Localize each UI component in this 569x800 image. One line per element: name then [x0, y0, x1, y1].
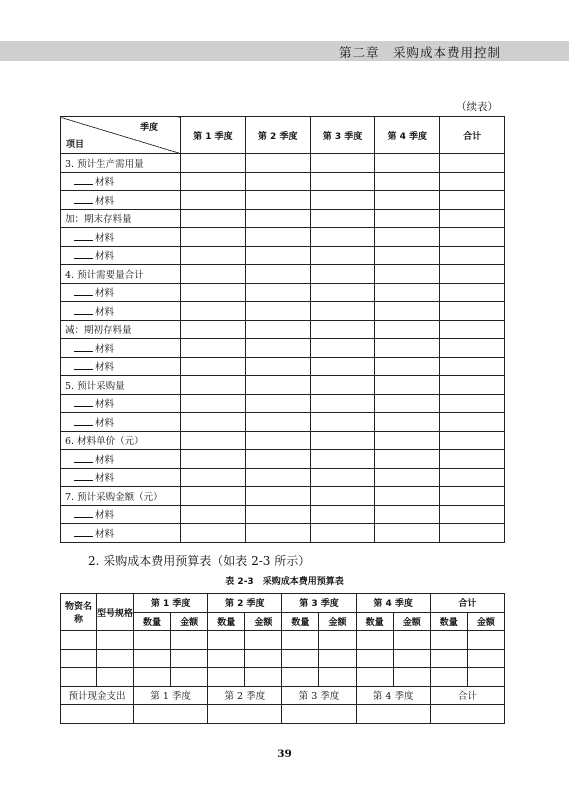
table-cell: [467, 631, 504, 650]
fill-in-blank: [74, 527, 93, 537]
table-cell: [440, 191, 505, 210]
table-row: [61, 339, 505, 358]
table-cell: [375, 431, 440, 450]
row-label-text: 材料: [95, 510, 115, 522]
table-cell: [440, 154, 505, 173]
table-cell: [467, 668, 504, 687]
table-row: [61, 394, 505, 413]
row-label: 减：期初存料量: [61, 320, 181, 339]
table-cell: [310, 413, 375, 432]
fill-in-blank: [74, 416, 93, 426]
row-label-text: 材料: [95, 362, 115, 374]
material-row-label: [61, 413, 181, 432]
chapter-title: 第二章 采购成本费用控制: [338, 45, 501, 60]
table-cell: [181, 524, 246, 543]
table-cell: [310, 320, 375, 339]
column-header-spec: 型号规格: [97, 594, 134, 631]
table-cell: [310, 376, 375, 395]
table-cell: [245, 505, 310, 524]
cash-expense-quarter-header: 第 1 季度: [134, 686, 208, 705]
material-row-label: [61, 283, 181, 302]
amount-header: 金额: [171, 612, 208, 631]
column-header-q4: 第 4 季度: [356, 594, 430, 613]
table-cell: [375, 246, 440, 265]
table-cell: [440, 172, 505, 191]
table-cell: [310, 191, 375, 210]
table-cell: [375, 209, 440, 228]
table-cell: [181, 394, 246, 413]
table-cell: [440, 357, 505, 376]
table-cell: [181, 487, 246, 506]
table-cell: [245, 413, 310, 432]
quantity-header: 数量: [430, 612, 467, 631]
table-row: [61, 487, 505, 506]
table-cell: [181, 357, 246, 376]
table-cell: [375, 376, 440, 395]
table-cell: [375, 450, 440, 469]
table-cell: [310, 450, 375, 469]
table-cell: [310, 283, 375, 302]
table-cell: [393, 631, 430, 650]
table-cell: [245, 339, 310, 358]
row-label: 加：期末存料量: [61, 209, 181, 228]
table-row: [61, 172, 505, 191]
table-cell: [430, 649, 467, 668]
table-cell: [61, 668, 97, 687]
column-header-q3: 第 3 季度: [282, 594, 356, 613]
table-cell: [375, 357, 440, 376]
table-cell: [440, 265, 505, 284]
material-row-label: [61, 394, 181, 413]
table-cell: [181, 505, 246, 524]
table-cell: [430, 668, 467, 687]
cash-expense-quarter-header: 第 3 季度: [282, 686, 356, 705]
column-header-q4: 第 4 季度: [375, 117, 440, 154]
amount-header: 金额: [245, 612, 282, 631]
table-cell: [97, 631, 134, 650]
table-row: [61, 302, 505, 321]
continued-label: （续表）: [456, 101, 498, 113]
cash-expense-quarter-header: 合计: [430, 686, 504, 705]
cash-expense-quarter-header: 第 4 季度: [356, 686, 430, 705]
row-label-text: 材料: [95, 528, 115, 540]
table-row: [61, 431, 505, 450]
table-cell: [375, 154, 440, 173]
table-cell: [245, 450, 310, 469]
table-cell: [282, 668, 319, 687]
material-row-label: [61, 228, 181, 247]
table-row: [61, 265, 505, 284]
table-cell: [181, 450, 246, 469]
table-cell: [181, 209, 246, 228]
row-label-text: 材料: [95, 251, 115, 263]
fill-in-blank: [74, 231, 93, 241]
table-cell: [310, 468, 375, 487]
table-cell: [245, 172, 310, 191]
table-cell: [375, 339, 440, 358]
table-cell: [440, 413, 505, 432]
table-cell: [356, 668, 393, 687]
material-row-label: [61, 246, 181, 265]
table-cell: [245, 487, 310, 506]
table-cell: [245, 468, 310, 487]
table-cell: [181, 265, 246, 284]
table-cell: [440, 376, 505, 395]
fill-in-blank: [74, 508, 93, 518]
table-cell: [181, 154, 246, 173]
table-cell: [440, 228, 505, 247]
table-cell: [181, 320, 246, 339]
row-label: 5. 预计采购量: [61, 376, 181, 395]
table-header-row: [61, 117, 505, 154]
table-row: [61, 524, 505, 543]
table-row: [61, 649, 505, 668]
cash-expense-quarter-header: 第 2 季度: [208, 686, 282, 705]
column-header-q1: 第 1 季度: [181, 117, 246, 154]
table-cell: [440, 209, 505, 228]
row-label: 4. 预计需要量合计: [61, 265, 181, 284]
table-caption: 表 2-3 采购成本费用预算表: [225, 577, 344, 587]
row-label-text: 材料: [95, 232, 115, 244]
table-cell: [430, 705, 504, 724]
table-row: [61, 246, 505, 265]
table-cell: [310, 524, 375, 543]
cash-expense-header-row: [61, 686, 505, 705]
row-label-text: 材料: [95, 177, 115, 189]
table-row: [61, 357, 505, 376]
table-cell: [181, 376, 246, 395]
table-cell: [208, 649, 245, 668]
table-cell: [440, 302, 505, 321]
fill-in-blank: [74, 305, 93, 315]
material-row-label: [61, 339, 181, 358]
fill-in-blank: [74, 471, 93, 481]
table-cell: [440, 487, 505, 506]
table-row: [61, 668, 505, 687]
table-cell: [181, 246, 246, 265]
table-cell: [245, 302, 310, 321]
table-cell: [375, 302, 440, 321]
fill-in-blank: [74, 453, 93, 463]
table-cell: [245, 649, 282, 668]
column-header-q1: 第 1 季度: [134, 594, 208, 613]
table-cell: [61, 649, 97, 668]
table-cell: [393, 649, 430, 668]
table-cell: [282, 649, 319, 668]
column-header-q2: 第 2 季度: [245, 117, 310, 154]
table-row: [61, 154, 505, 173]
column-header-material: 物资名称: [61, 594, 97, 631]
table-row: [61, 228, 505, 247]
table-cell: [310, 339, 375, 358]
table-cell: [440, 505, 505, 524]
column-header-q2: 第 2 季度: [208, 594, 282, 613]
table-cell: [171, 649, 208, 668]
material-purchase-table: [60, 116, 505, 543]
table-cell: [375, 505, 440, 524]
table-cell: [310, 172, 375, 191]
material-row-label: [61, 172, 181, 191]
table-cell: [245, 524, 310, 543]
column-header-q3: 第 3 季度: [310, 117, 375, 154]
table-cell: [393, 668, 430, 687]
fill-in-blank: [74, 342, 93, 352]
table-cell: [134, 631, 171, 650]
amount-header: 金额: [319, 612, 356, 631]
table-row: [61, 320, 505, 339]
table-cell: [375, 191, 440, 210]
table-header-row: [61, 594, 505, 613]
material-row-label: [61, 505, 181, 524]
table-cell: [440, 524, 505, 543]
table-cell: [319, 668, 356, 687]
table-cell: [181, 431, 246, 450]
table-cell: [245, 631, 282, 650]
table-cell: [356, 705, 430, 724]
table-cell: [375, 413, 440, 432]
table-row: [61, 631, 505, 650]
table-cell: [134, 668, 171, 687]
table-cell: [181, 339, 246, 358]
material-row-label: [61, 450, 181, 469]
fill-in-blank: [74, 286, 93, 296]
page-number: 39: [277, 748, 292, 760]
table-cell: [245, 320, 310, 339]
row-label-text: 材料: [95, 306, 115, 318]
table-cell: [319, 631, 356, 650]
table-cell: [97, 649, 134, 668]
row-label-text: 材料: [95, 343, 115, 355]
table-cell: [440, 394, 505, 413]
fill-in-blank: [74, 175, 93, 185]
table-cell: [181, 228, 246, 247]
table-cell: [245, 283, 310, 302]
fill-in-blank: [74, 194, 93, 204]
cash-expense-label: 预计现金支出: [61, 686, 134, 705]
table-cell: [208, 631, 245, 650]
table-cell: [440, 283, 505, 302]
table-cell: [245, 394, 310, 413]
cash-expense-value-row: [61, 705, 505, 724]
row-label-text: 材料: [95, 195, 115, 207]
table-cell: [440, 468, 505, 487]
table-cell: [310, 265, 375, 284]
table-cell: [134, 705, 208, 724]
table-cell: [375, 394, 440, 413]
table-cell: [467, 649, 504, 668]
material-row-label: [61, 524, 181, 543]
table-cell: [440, 431, 505, 450]
table-cell: [245, 431, 310, 450]
table-cell: [61, 705, 134, 724]
row-label-text: 材料: [95, 454, 115, 466]
table-cell: [245, 376, 310, 395]
table-cell: [245, 191, 310, 210]
material-row-label: [61, 191, 181, 210]
table-cell: [245, 154, 310, 173]
table-cell: [282, 631, 319, 650]
table-cell: [245, 228, 310, 247]
column-header-total: 合计: [430, 594, 504, 613]
table-cell: [440, 339, 505, 358]
table-cell: [375, 487, 440, 506]
table-cell: [375, 228, 440, 247]
table-cell: [245, 357, 310, 376]
material-row-label: [61, 357, 181, 376]
quantity-header: 数量: [208, 612, 245, 631]
row-label: 6. 材料单价（元）: [61, 431, 181, 450]
table-row: [61, 376, 505, 395]
table-row: [61, 209, 505, 228]
row-label: 7. 预计采购金额（元）: [61, 487, 181, 506]
table-cell: [208, 705, 282, 724]
diagonal-header-cell: [61, 117, 181, 154]
table-cell: [310, 431, 375, 450]
table-cell: [245, 209, 310, 228]
table-cell: [208, 668, 245, 687]
material-row-label: [61, 302, 181, 321]
table-row: [61, 413, 505, 432]
table-cell: [375, 172, 440, 191]
amount-header: 金额: [393, 612, 430, 631]
table-cell: [181, 413, 246, 432]
table-cell: [310, 357, 375, 376]
table-cell: [181, 172, 246, 191]
quantity-header: 数量: [282, 612, 319, 631]
table-cell: [282, 705, 356, 724]
quantity-header: 数量: [134, 612, 171, 631]
table-cell: [356, 631, 393, 650]
header-quarter-label: 季度: [139, 123, 158, 133]
table-cell: [310, 394, 375, 413]
row-label-text: 材料: [95, 473, 115, 485]
table-cell: [171, 631, 208, 650]
table-cell: [440, 246, 505, 265]
column-header-total: 合计: [440, 117, 505, 154]
table-row: [61, 468, 505, 487]
table-cell: [310, 302, 375, 321]
table-cell: [181, 283, 246, 302]
header-item-label: 项目: [66, 140, 85, 150]
fill-in-blank: [74, 249, 93, 259]
table-cell: [375, 524, 440, 543]
table-cell: [440, 320, 505, 339]
fill-in-blank: [74, 397, 93, 407]
row-label-text: 材料: [95, 288, 115, 300]
table-cell: [310, 505, 375, 524]
quantity-header: 数量: [356, 612, 393, 631]
table-cell: [97, 668, 134, 687]
cost-budget-table: [60, 593, 505, 724]
table-row: [61, 283, 505, 302]
table-cell: [430, 631, 467, 650]
material-row-label: [61, 468, 181, 487]
section-heading: 2. 采购成本费用预算表（如表 2-3 所示）: [88, 554, 311, 568]
row-label-text: 材料: [95, 399, 115, 411]
table-row: [61, 505, 505, 524]
amount-header: 金额: [467, 612, 504, 631]
table-cell: [171, 668, 208, 687]
table-cell: [375, 283, 440, 302]
table-cell: [181, 302, 246, 321]
table-row: [61, 450, 505, 469]
table-cell: [375, 265, 440, 284]
table-cell: [61, 631, 97, 650]
table-cell: [245, 246, 310, 265]
table-cell: [310, 228, 375, 247]
fill-in-blank: [74, 360, 93, 370]
table-cell: [181, 191, 246, 210]
table-cell: [310, 487, 375, 506]
table-row: [61, 191, 505, 210]
table-cell: [310, 246, 375, 265]
table-cell: [310, 154, 375, 173]
table-cell: [310, 209, 375, 228]
table-cell: [375, 468, 440, 487]
table-cell: [245, 265, 310, 284]
table-cell: [319, 649, 356, 668]
row-label-text: 材料: [95, 417, 115, 429]
table-cell: [375, 320, 440, 339]
table-cell: [356, 649, 393, 668]
row-label: 3. 预计生产需用量: [61, 154, 181, 173]
table-cell: [134, 649, 171, 668]
table-cell: [181, 468, 246, 487]
table-cell: [440, 450, 505, 469]
table-cell: [245, 668, 282, 687]
